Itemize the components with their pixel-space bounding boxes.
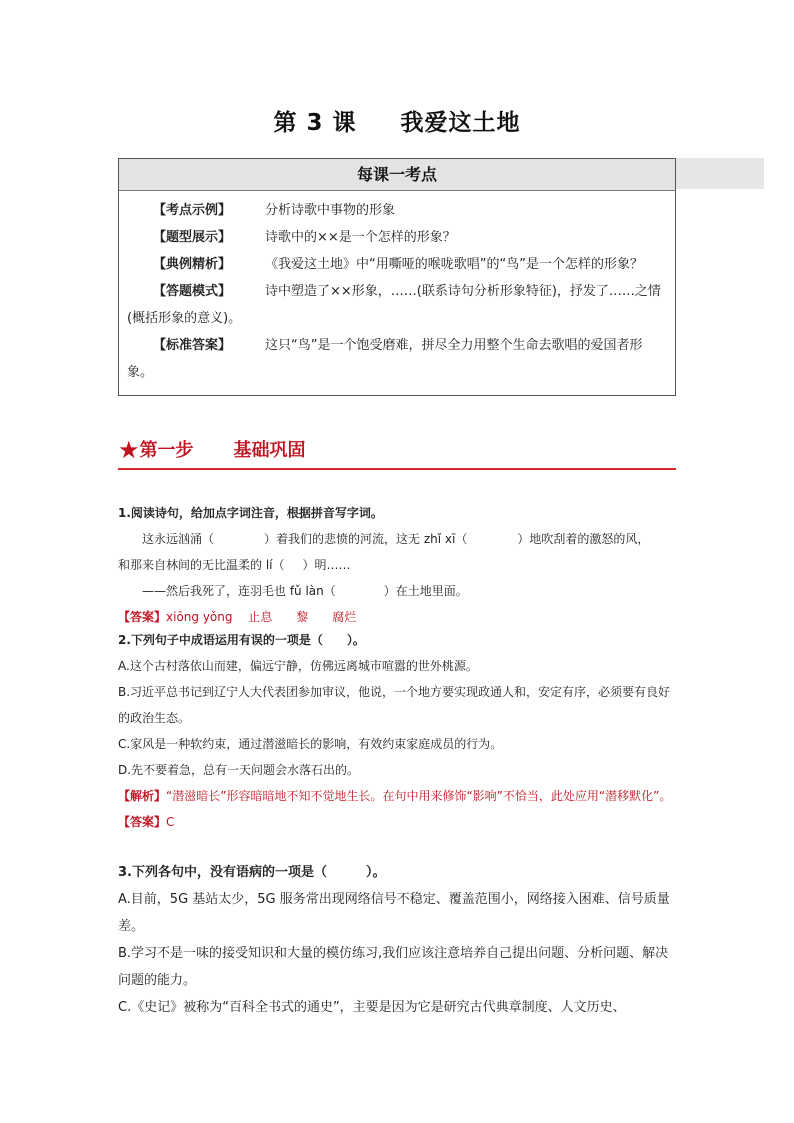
option-a: A.目前，5G 基站太少，5G 服务常出现网络信号不稳定、覆盖范围小，网络接入困难、信号质量差。 — [118, 892, 670, 934]
kaodian-label: 【考点示例】 — [153, 203, 232, 218]
answer-line: 【答案】C — [118, 815, 175, 829]
analysis-line: 【解析】“潜滋暗长”形容暗暗地不知不觉地生长。在句中用来修饰“影响”不恰当，此处应用“潜移默化”。 — [118, 789, 672, 803]
kaodian-text: 分析诗歌中事物的形象 — [265, 203, 396, 218]
kaodian-header: 每课一考点 — [119, 159, 675, 191]
poem-line: 这永远汹涌（ ）着我们的悲愤的河流，这无 zhǐ xī（ ）地吹刮着的激怒的风， — [142, 532, 650, 546]
step-title: 基础巩固 — [233, 440, 306, 461]
kaodian-label: 【典例精析】 — [153, 257, 232, 272]
question-2 — [118, 627, 678, 835]
option-d: D.先不要着急，总有一天问题会水落石出的。 — [118, 763, 360, 777]
question-stem: 2.下列句子中成语运用有误的一项是（ ）。 — [118, 633, 365, 647]
question-1 — [118, 500, 678, 630]
kaodian-label: 【标准答案】 — [153, 338, 232, 353]
kaodian-box — [118, 158, 676, 396]
header-shade-strip — [676, 158, 764, 189]
option-b: B.学习不是一味的接受知识和大量的模仿练习,我们应该注意培养自己提出问题、分析问题、解决问题的能力。 — [118, 946, 669, 988]
lesson-number: 第 3 课 — [273, 110, 357, 136]
kaodian-row — [127, 224, 667, 251]
kaodian-row — [127, 332, 667, 386]
kaodian-text: 《我爱这土地》中“用嘶哑的喉咙歌唱”的“鸟”是一个怎样的形象？ — [265, 257, 643, 272]
kaodian-text: 诗歌中的××是一个怎样的形象？ — [265, 230, 456, 245]
option-b: B.习近平总书记到辽宁人大代表团参加审议，他说，一个地方要实现政通人和，安定有序，必须要有良好的政治生态。 — [118, 685, 671, 725]
option-a: A.这个古村落依山而建，偏远宁静，仿佛远离城市喧嚣的世外桃源。 — [118, 659, 478, 673]
kaodian-text: 这只“鸟”是一个饱受磨难，拼尽全力用整个生命去歌唱的爱国者形象。 — [127, 338, 643, 380]
lesson-title — [0, 104, 794, 137]
kaodian-label: 【题型展示】 — [153, 230, 232, 245]
lesson-name: 我爱这土地 — [400, 110, 521, 136]
answer-line: 【答案】xiōng yǒng 止息 黎 腐烂 — [118, 610, 357, 624]
poem-line: 和那来自林间的无比温柔的 lí（ ）明…… — [118, 558, 351, 572]
poem-line: ——然后我死了，连羽毛也 fǔ làn（ ）在土地里面。 — [142, 584, 468, 598]
kaodian-row — [127, 251, 667, 278]
option-c: C.《史记》被称为“百科全书式的通史”，主要是因为它是研究古代典章制度、人文历史、 — [118, 1000, 626, 1015]
star-icon: ★ — [118, 436, 140, 464]
kaodian-row — [127, 278, 667, 332]
kaodian-row — [127, 197, 667, 224]
question-3 — [118, 859, 678, 1021]
kaodian-body — [119, 191, 675, 386]
question-stem: 3.下列各句中，没有语病的一项是（ ）。 — [118, 865, 386, 880]
question-stem: 1.阅读诗句，给加点字词注音，根据拼音写字词。 — [118, 506, 383, 520]
section-heading — [118, 436, 676, 470]
kaodian-label: 【答题模式】 — [153, 284, 232, 299]
kaodian-text: 诗中塑造了××形象，……(联系诗句分析形象特征)，抒发了……之情(概括形象的意义)。 — [127, 284, 661, 326]
step-label: 第一步 — [139, 440, 194, 461]
option-c: C.家风是一种软约束，通过潜滋暗长的影响，有效约束家庭成员的行为。 — [118, 737, 503, 751]
